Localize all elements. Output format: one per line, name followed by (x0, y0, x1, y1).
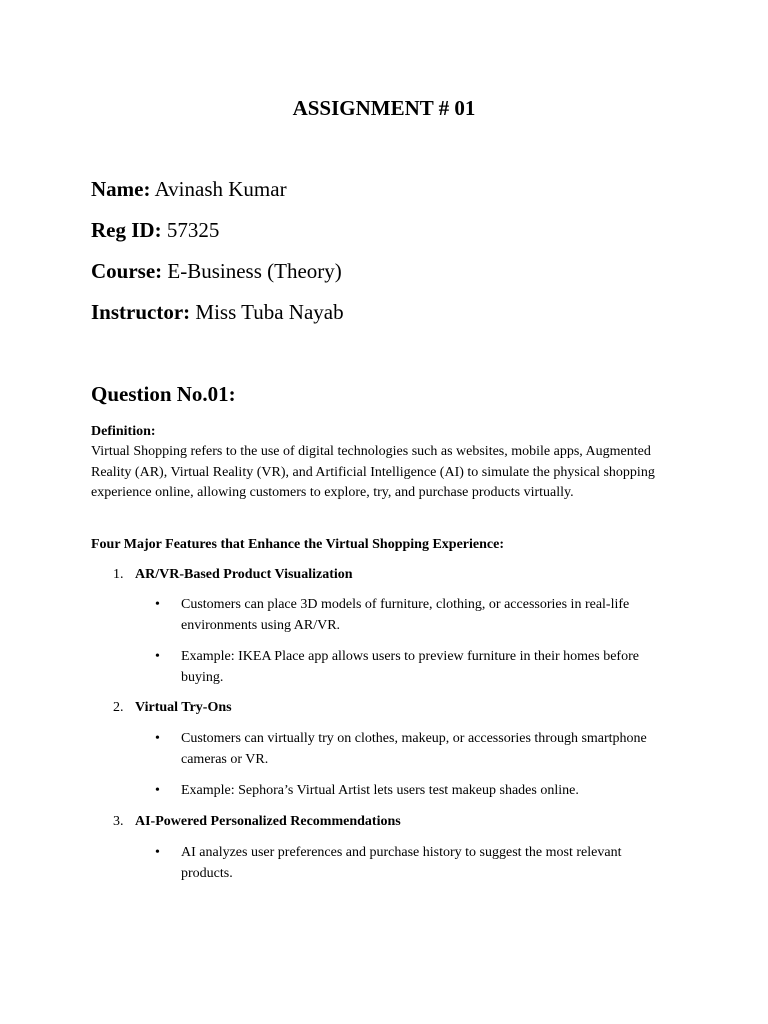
bullet-point (155, 781, 675, 802)
features-heading: Four Major Features that Enhance the Virtual Shopping Experience: (91, 537, 504, 552)
feature-number: 1. (113, 567, 124, 582)
name-value: Avinash Kumar (154, 177, 287, 201)
reg-id-value: 57325 (166, 218, 220, 242)
reg-id-field (91, 216, 219, 244)
bullet-icon: • (155, 731, 160, 746)
feature-item (113, 565, 353, 585)
bullet-text: AI analyzes user preferences and purchase history to suggest the most relevant products. (181, 845, 622, 881)
instructor-field (91, 298, 344, 326)
question-heading: Question No.01: (91, 382, 236, 406)
bullet-point (155, 729, 675, 770)
feature-number: 3. (113, 814, 124, 829)
feature-title: AI-Powered Personalized Recommendations (135, 814, 401, 829)
definition-label: Definition: (91, 424, 156, 439)
feature-title: AR/VR-Based Product Visualization (135, 567, 353, 582)
bullet-point (155, 843, 675, 884)
bullet-point (155, 595, 675, 636)
definition-text: Virtual Shopping refers to the use of digital technologies such as websites, mobile apps, Augmented Reality (AR), Virtual Reality (VR), and Artificial Intelligence (AI) to simulate the physical shopping experience online, allowing customers to explore, try, and purchase products virtually. (91, 444, 655, 500)
bullet-text: Example: Sephora’s Virtual Artist lets users test makeup shades online. (181, 783, 579, 798)
feature-item (113, 698, 232, 718)
assignment-title: ASSIGNMENT # 01 (292, 96, 476, 120)
name-field (91, 175, 287, 203)
course-label: Course: (91, 259, 163, 283)
bullet-text: Example: IKEA Place app allows users to preview furniture in their homes before buying. (181, 649, 639, 685)
bullet-icon: • (155, 649, 160, 664)
feature-title: Virtual Try-Ons (135, 700, 232, 715)
bullet-icon: • (155, 783, 160, 798)
bullet-text: Customers can virtually try on clothes, makeup, or accessories through smartphone cameras or VR. (181, 731, 647, 767)
name-label: Name: (91, 177, 151, 201)
bullet-icon: • (155, 845, 160, 860)
feature-item (113, 812, 401, 832)
instructor-value: Miss Tuba Nayab (195, 300, 344, 324)
instructor-label: Instructor: (91, 300, 191, 324)
feature-number: 2. (113, 700, 124, 715)
bullet-icon: • (155, 597, 160, 612)
course-value: E-Business (Theory) (167, 259, 342, 283)
bullet-text: Customers can place 3D models of furniture, clothing, or accessories in real-life environments using AR/VR. (181, 597, 630, 633)
reg-id-label: Reg ID: (91, 218, 162, 242)
course-field (91, 257, 342, 285)
bullet-point (155, 647, 675, 688)
